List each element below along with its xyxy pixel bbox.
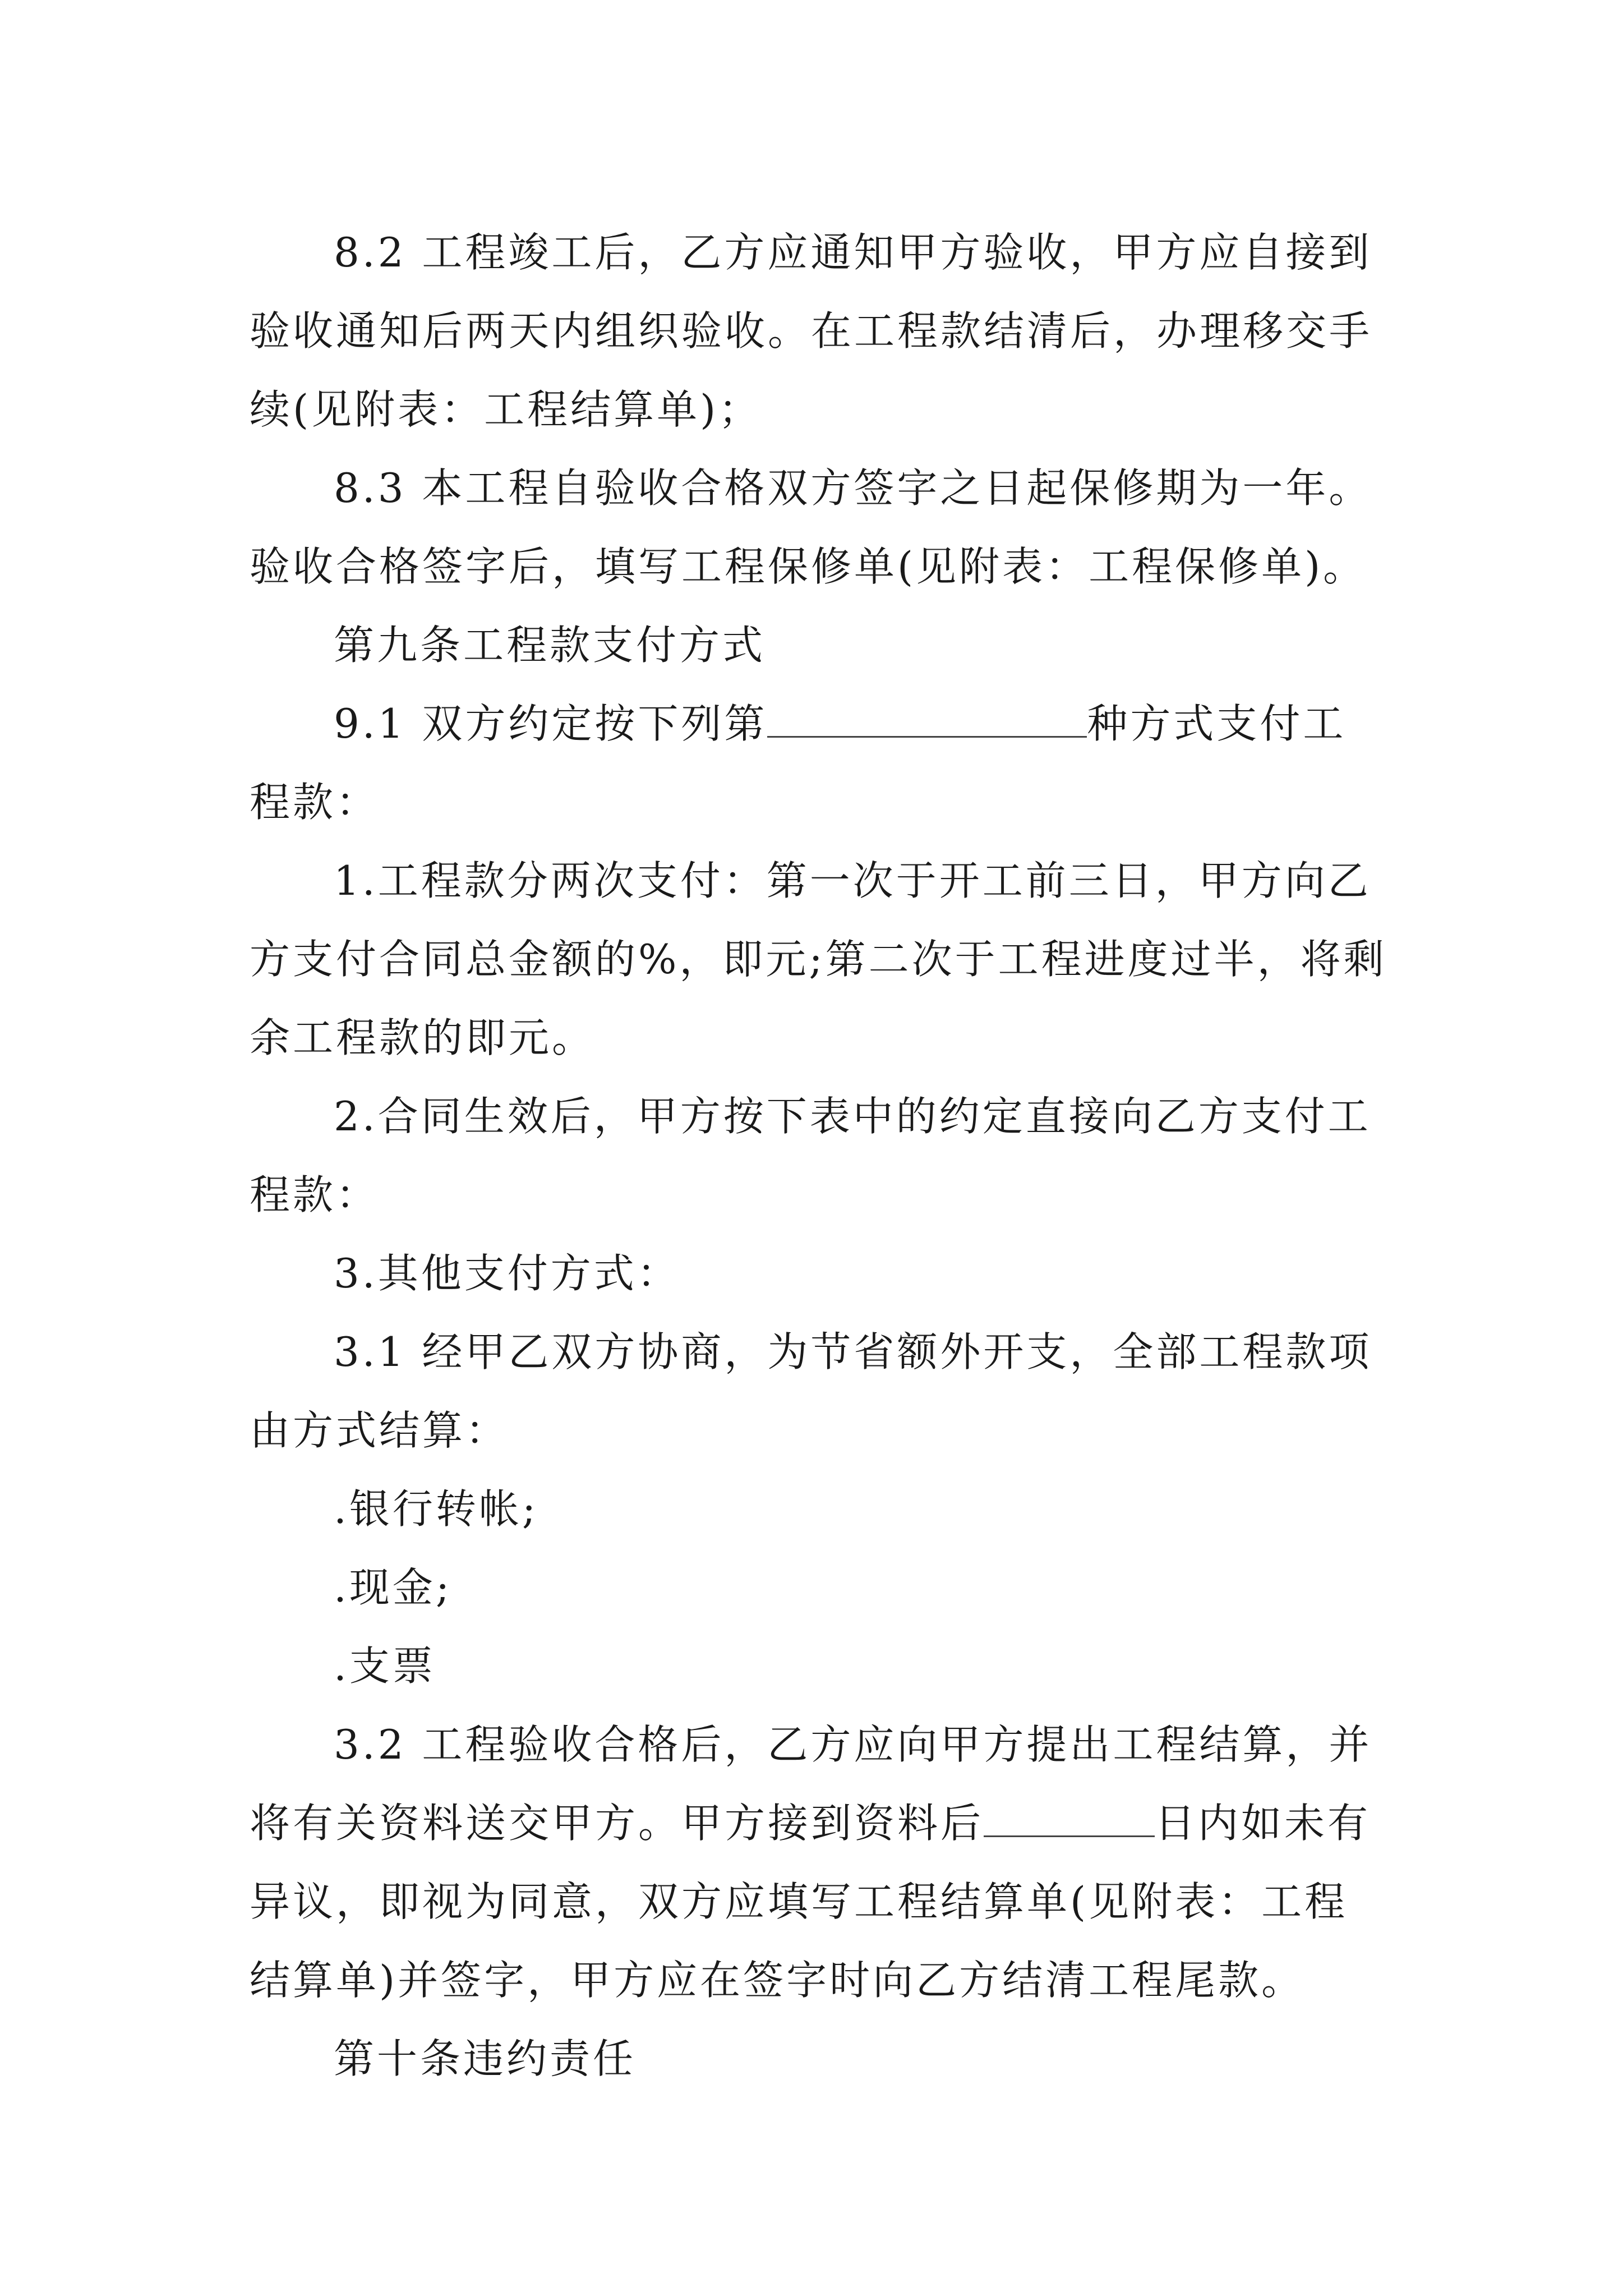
article-9-heading: 第九条工程款支付方式 [334,622,766,669]
method-cash: .现金; [334,1564,453,1611]
article-10-heading: 第十条违约责任 [334,2035,637,2082]
clause-8-2: 8.2 工程竣工后，乙方应通知甲方验收，甲方应自接到验收通知后两天内组织验收。在工程款结清后，办理移交手续(见附表：工程结算单)； [250,229,1373,433]
payment-option-3: 3.其他支付方式： [334,1250,680,1297]
clause-3-2-after: 日内如未有异议，即视为同意，双方应填写工程结算单(见附表：工程结算单)并签字，甲方应在签字时向乙方结清工程尾款。 [250,1800,1371,2004]
method-check: .支票 [334,1642,436,1690]
clause-9-1 [250,684,1388,841]
clause-3-2 [250,1705,1388,2019]
clause-9-1-after: 种方式支付工程款： [250,700,1347,826]
clause-9-1-before: 9.1 双方约定按下列第 [334,700,768,747]
clause-3-1: 3.1 经甲乙双方协商，为节省额外开支，全部工程款项由方式结算： [250,1328,1372,1454]
clause-8-3: 8.3 本工程自验收合格双方签字之日起保修期为一年。验收合格签字后，填写工程保修单(见附表：工程保修单)。 [250,464,1372,590]
clause-3-2-before: 3.2 工程验收合格后，乙方应向甲方提出工程结算，并将有关资料送交甲方。甲方接到资料后 [250,1721,1372,1847]
payment-option-1: 1.工程款分两次支付：第一次于开工前三日，甲方向乙方支付合同总金额的%，即元;第二次于工程进度过半，将剩余工程款的即元。 [250,857,1387,1061]
method-bank-transfer: .银行转帐; [334,1485,539,1533]
payment-option-2: 2.合同生效后，甲方按下表中的约定直接向乙方支付工程款： [250,1093,1371,1218]
payment-method-blank[interactable] [767,700,1087,738]
document-page [250,213,1388,2098]
days-blank[interactable] [984,1800,1155,1837]
